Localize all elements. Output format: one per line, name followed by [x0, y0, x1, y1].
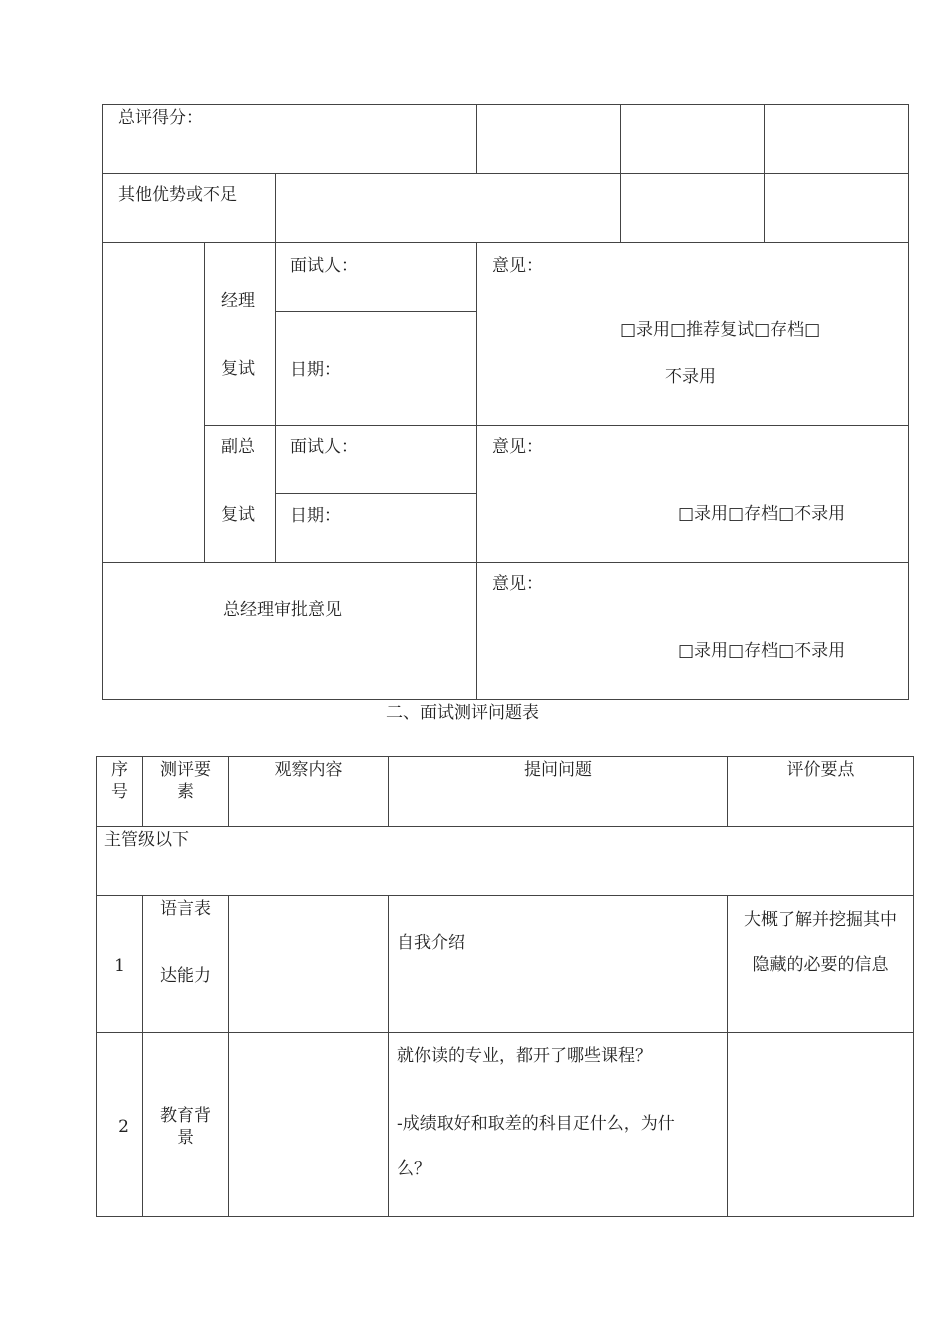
row1-question: 自我介绍	[397, 933, 465, 953]
row1-points-1: 大概了解并挖掘其中	[744, 910, 897, 930]
vp-date-label: 日期：	[290, 506, 341, 526]
row2-points-cell	[727, 1032, 914, 1217]
gm-label: 总经理审批意见	[223, 600, 342, 620]
vp-options: □录用□存档□不录用	[678, 504, 846, 524]
manager-options-line-1: □录用□推荐复试□存档□	[620, 320, 821, 340]
section-title: 二、面试测评问题表	[386, 703, 539, 723]
header-element-2: 素	[177, 782, 194, 802]
manager-interviewer-label: 面试人：	[290, 256, 358, 276]
vp-opinion-label: 意见：	[492, 437, 543, 457]
other-label-cell	[102, 173, 276, 243]
other-label: 其他优势或不足	[118, 185, 237, 205]
row2-observe-cell	[228, 1032, 389, 1217]
retest-outer-cell	[102, 242, 205, 563]
group-label: 主管级以下	[104, 830, 189, 850]
manager-retest-cell	[204, 242, 276, 426]
row1-seq: 1	[114, 956, 125, 976]
row2-question-3: 么？	[397, 1159, 431, 1179]
row1-points-2: 隐藏的必要的信息	[752, 955, 889, 975]
manager-interviewer-cell	[275, 242, 477, 312]
row1-element-1: 语言表	[160, 899, 211, 919]
header-seq-2: 号	[111, 782, 128, 802]
other-content-cell	[275, 173, 621, 243]
gm-opinion-label: 意见：	[492, 574, 543, 594]
row2-element-2: 景	[177, 1128, 194, 1148]
gm-options: □录用□存档□不录用	[678, 641, 846, 661]
manager-date-label: 日期：	[290, 360, 341, 380]
row2-element-1: 教育背	[160, 1106, 211, 1126]
score-cell-3	[620, 104, 765, 174]
vp-label-2: 复试	[221, 505, 255, 525]
row1-observe-cell	[228, 895, 389, 1033]
row2-question-2: -成绩取好和取差的科目疋什么，为什	[397, 1114, 675, 1134]
header-seq-1: 序	[111, 760, 128, 780]
manager-options-line-2: 不录用	[665, 367, 716, 387]
header-observe: 观察内容	[274, 760, 343, 780]
other-cell-4	[764, 173, 909, 243]
header-points: 评价要点	[786, 760, 855, 780]
manager-label-2: 复试	[221, 359, 255, 379]
score-cell-2	[476, 104, 621, 174]
row2-question-1: 就你读的专业，都开了哪些课程？	[397, 1046, 652, 1066]
manager-opinion-label: 意见：	[492, 256, 543, 276]
row1-question-cell	[388, 895, 728, 1033]
row2-seq: 2	[118, 1117, 129, 1137]
vp-label-1: 副总	[221, 437, 255, 457]
row1-element-2: 达能力	[160, 966, 211, 986]
vp-interviewer-cell	[275, 425, 477, 494]
gm-label-cell	[102, 562, 477, 700]
vp-interviewer-label: 面试人：	[290, 437, 358, 457]
group-row-cell	[96, 826, 914, 896]
manager-label-1: 经理	[221, 291, 255, 311]
vp-date-cell	[275, 493, 477, 563]
other-cell-3	[620, 173, 765, 243]
header-question: 提问问题	[524, 760, 592, 780]
header-element-1: 测评要	[160, 760, 211, 780]
total-score-label: 总评得分：	[118, 108, 203, 128]
score-cell-4	[764, 104, 909, 174]
